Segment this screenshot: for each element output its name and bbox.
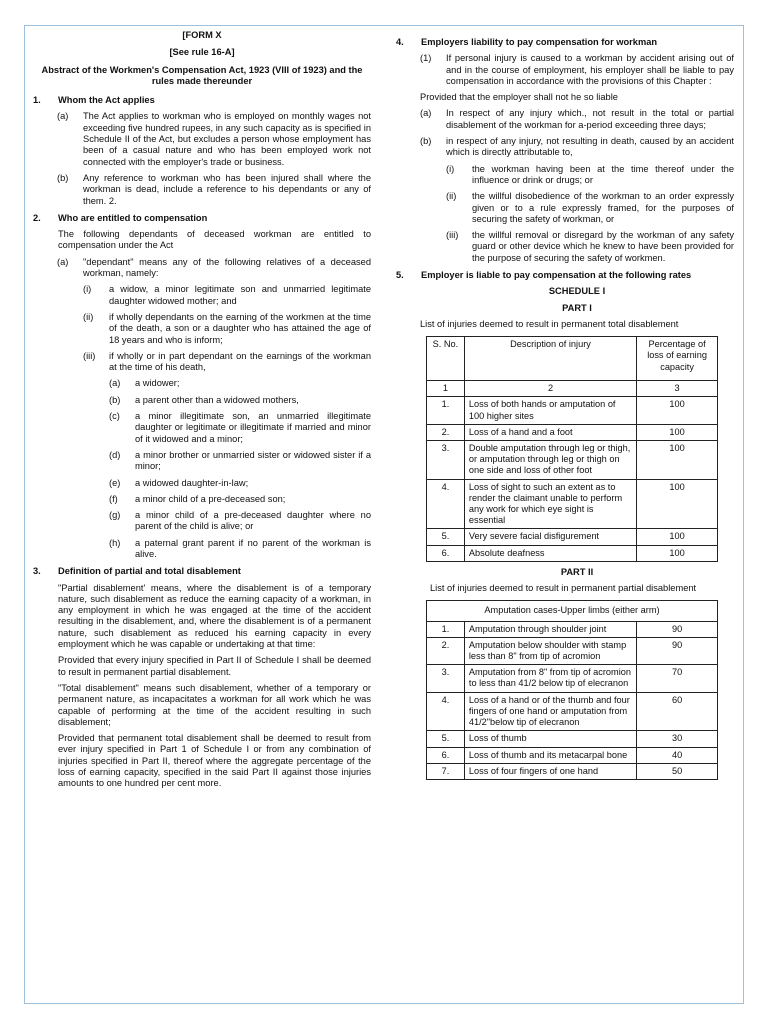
sub-item-text: a widower; (135, 378, 180, 389)
table-row (427, 545, 718, 561)
sub-item (446, 164, 734, 187)
sub-item-text: a minor brother or unmarried sister or widowed sister if a minor; (135, 449, 371, 472)
colnum-2: 2 (464, 381, 636, 397)
table-row (427, 397, 718, 424)
section-3-heading: 3. Definition of partial and total disablement (33, 566, 241, 577)
sub-item-label: (e) (109, 477, 121, 488)
row-percentage: 70 (637, 665, 718, 692)
table-header-row (427, 337, 718, 381)
table-row (427, 637, 718, 664)
sub-item (109, 395, 371, 406)
table-row (427, 529, 718, 545)
sub-item-label: (d) (109, 449, 121, 460)
row-description: Amputation through shoulder joint (464, 621, 636, 637)
sub-item-label: (i) (446, 163, 455, 174)
row-description: Absolute deafness (464, 545, 636, 561)
row-number: 5. (427, 731, 465, 747)
section-4-1: (1) If personal injury is caused to a workman by accident arising out of and in the course of employment, his employer shall be liable to pay compensation in accordance with the provisions of this Chapter : (420, 53, 734, 86)
table-part-1 (426, 336, 718, 562)
section-5-heading: 5. Employer is liable to pay compensation at the following rates (396, 270, 692, 281)
row-description: Loss of a hand or of the thumb and four fingers of one hand or amputation from 41/2"below tip of elecranon (464, 692, 636, 731)
schedule-title: SCHEDULE I (548, 286, 606, 297)
section-4-sub-list (396, 164, 734, 264)
row-number: 2. (427, 637, 465, 664)
section-2-iii: (iii) if wholly or in part dependant on the earnings of the workman at the time of his death, (83, 350, 371, 373)
row-description: Amputation from 8" from tip of acromion to less than 41/2 below tip of elecranon (464, 665, 636, 692)
row-percentage: 40 (637, 747, 718, 763)
row-description: Loss of a hand and a foot (464, 424, 636, 440)
section-4-heading: 4. Employers liability to pay compensation for workman (396, 37, 658, 47)
row-description: Loss of thumb (464, 731, 636, 747)
colnum-3: 3 (637, 381, 718, 397)
part-2-caption: List of injuries deemed to result in permanent partial disablement (430, 583, 697, 594)
table-row (427, 424, 718, 440)
row-number: 1. (427, 621, 465, 637)
sub-item (446, 191, 734, 225)
row-percentage: 100 (637, 545, 718, 561)
sub-item-label: (ii) (446, 191, 457, 202)
table-row (427, 692, 718, 731)
row-number: 4. (427, 479, 465, 529)
row-number: 6. (427, 545, 465, 561)
row-percentage: 100 (637, 479, 718, 529)
row-number: 2. (427, 424, 465, 440)
row-number: 6. (427, 747, 465, 763)
section-2-ii: (ii) if wholly dependants on the earning of the workmen at the time of the death, a son or a daughter who has attained the age of 18 years and who is inform; (83, 311, 371, 345)
section-2-sub-list (33, 378, 371, 560)
section-1-b: (b) Any reference to workman who has been injured shall where the workman is dead, include a reference to his dependants or any of them. 2. (57, 172, 371, 206)
row-percentage: 100 (637, 441, 718, 480)
left-column (33, 30, 371, 790)
section-4-b: (b) in respect of any injury, not resulting in death, caused by an accident which is directly attributable to, (420, 136, 734, 158)
row-number: 4. (427, 692, 465, 731)
table-row (427, 747, 718, 763)
row-description: Loss of sight to such an extent as to render the claimant unable to perform any work for which eye sight is essential (464, 479, 636, 529)
table-part-2 (426, 600, 718, 779)
table-row (427, 479, 718, 529)
abstract-title: Abstract of the Workmen's Compensation Act, 1923 (VIII of 1923) and the rules made thereunder (41, 64, 363, 86)
row-description: Double amputation through leg or thigh, or amputation through leg or thigh on one side and loss of other foot (464, 441, 636, 480)
sub-item (109, 494, 371, 505)
sub-item-text: the willful disobedience of the workman to an order expressly given or to a rule expressly framed, for the purposes of securing the safety of workman, or (472, 191, 734, 224)
sub-item (109, 478, 371, 489)
sub-item (109, 450, 371, 473)
section-2-intro: The following dependants of deceased workman are entitled to compensation under the Act (58, 229, 371, 251)
sub-item-label: (h) (109, 537, 121, 548)
colnum-1: 1 (427, 381, 465, 397)
row-description: Loss of four fingers of one hand (464, 763, 636, 779)
row-percentage: 50 (637, 763, 718, 779)
sub-item-text: a parent other than a widowed mothers, (135, 394, 299, 405)
row-number: 1. (427, 397, 465, 424)
row-percentage: 90 (637, 621, 718, 637)
part-1-title: PART I (562, 302, 592, 313)
sub-item (109, 538, 371, 561)
part-1-caption: List of injuries deemed to result in permanent total disablement (420, 318, 679, 329)
sub-item-text: the willful removal or disregard by the workman of any safety guard or other device which he knew to have been provided for the purpose of securing the safety of workmen. (472, 230, 734, 263)
section-3-para-4: Provided that permanent total disablement shall be deemed to result from ever injury specified in Part 1 of Schedule I or from any combination of injuries specified in Part II, thereof where the aggregate percentage of the loss of earning capacity, specified in the said Part II against those injuries amounts to one hundred per cent more. (58, 733, 371, 789)
sub-item-text: a widowed daughter-in-law; (135, 477, 249, 488)
sub-item-label: (f) (109, 493, 118, 504)
row-description: Amputation below shoulder with stamp less than 8" from tip of acromion (464, 637, 636, 664)
row-percentage: 100 (637, 529, 718, 545)
part-2-title: PART II (560, 566, 594, 577)
sub-item (446, 230, 734, 264)
sub-item-text: the workman having been at the time thereof under the influence or drink or drugs; or (472, 163, 734, 185)
section-4-a: (a) In respect of any injury which., not result in the total or partial disablement of the workman for a-period exceeding three days; (420, 108, 734, 130)
sub-item-text: a minor child of a pre-deceased son; (135, 493, 286, 504)
section-1-heading: 1. Whom the Act applies (33, 95, 155, 106)
table-row (427, 731, 718, 747)
sub-item-text: a minor child of a pre-deceased daughter where no parent of the child is alive; or (135, 510, 371, 532)
table-colnum-row (427, 381, 718, 397)
section-3-para-1: "Partial disablement' means, where the disablement is of a temporary nature, such disablement as reduce the earning capacity of a workman, in any employment in which he was engaged at the time of the accident resulting in the disablement, and, where the disablement is of a permanent nature, such disablement as reduced his earning capacity in every employment which he was capable or undertaking at that time: (58, 582, 371, 650)
table-row (427, 441, 718, 480)
section-3-para-2: Provided that every injury specified in Part II of Schedule I shall be deemed to result in permanent partial disablement. (58, 655, 371, 677)
header-description: Description of injury (464, 337, 636, 381)
sub-item (109, 378, 371, 389)
row-percentage: 100 (637, 397, 718, 424)
table-header-row (427, 601, 718, 621)
row-percentage: 100 (637, 424, 718, 440)
sub-item-label: (c) (109, 411, 120, 422)
header-percentage: Percentage of loss of earning capacity (637, 337, 718, 381)
table-row (427, 665, 718, 692)
row-description: Very severe facial disfigurement (464, 529, 636, 545)
section-2-a: (a) "dependant" means any of the following relatives of a deceased workman, namely: (57, 256, 371, 279)
row-number: 5. (427, 529, 465, 545)
right-column (396, 37, 734, 780)
sub-item (109, 411, 371, 445)
row-percentage: 90 (637, 637, 718, 664)
section-2-heading: 2. Who are entitled to compensation (33, 212, 208, 223)
table-row (427, 621, 718, 637)
sub-item (109, 510, 371, 533)
sub-item-label: (g) (109, 510, 121, 521)
row-number: 3. (427, 665, 465, 692)
form-title: [FORM X (182, 30, 222, 40)
section-3-para-3: "Total disablement" means such disablement, whether of a temporary or permanent nature, as incapacitates a workman for all work which he was capable of performing at the time of the accident resulting in such disablement; (58, 682, 371, 727)
row-description: Loss of thumb and its metacarpal bone (464, 747, 636, 763)
table-row (427, 763, 718, 779)
row-percentage: 60 (637, 692, 718, 731)
rule-reference: [See rule 16-A] (169, 47, 235, 58)
sub-item-label: (a) (109, 378, 121, 389)
header-sno: S. No. (427, 337, 465, 381)
section-1-a: (a) The Act applies to workman who is employed on monthly wages not exceeding five hundred rupees, in any such capacity as is specified in Schedule II of the Act, but excludes a person whose employment has been of a casual nature and who has been employed work not connected with the employer's trade or business. (57, 111, 371, 167)
section-4-proviso: Provided that the employer shall not he so liable (420, 92, 618, 103)
row-percentage: 30 (637, 731, 718, 747)
header-amputation: Amputation cases-Upper limbs (either arm) (427, 601, 718, 621)
sub-item-label: (b) (109, 394, 121, 405)
section-2-i: (i) a widow, a minor legitimate son and unmarried legitimate daughter widowed mother; and (83, 284, 371, 306)
row-number: 7. (427, 763, 465, 779)
sub-item-text: a minor illegitimate son, an unmarried illegitimate daughter or legitimate or illegitimate if married and minor of it widowed and a minor; (135, 411, 371, 444)
row-number: 3. (427, 441, 465, 480)
row-description: Loss of both hands or amputation of 100 higher sites (464, 397, 636, 424)
sub-item-label: (iii) (446, 230, 459, 241)
sub-item-text: a paternal grant parent if no parent of the workman is alive. (135, 537, 371, 559)
